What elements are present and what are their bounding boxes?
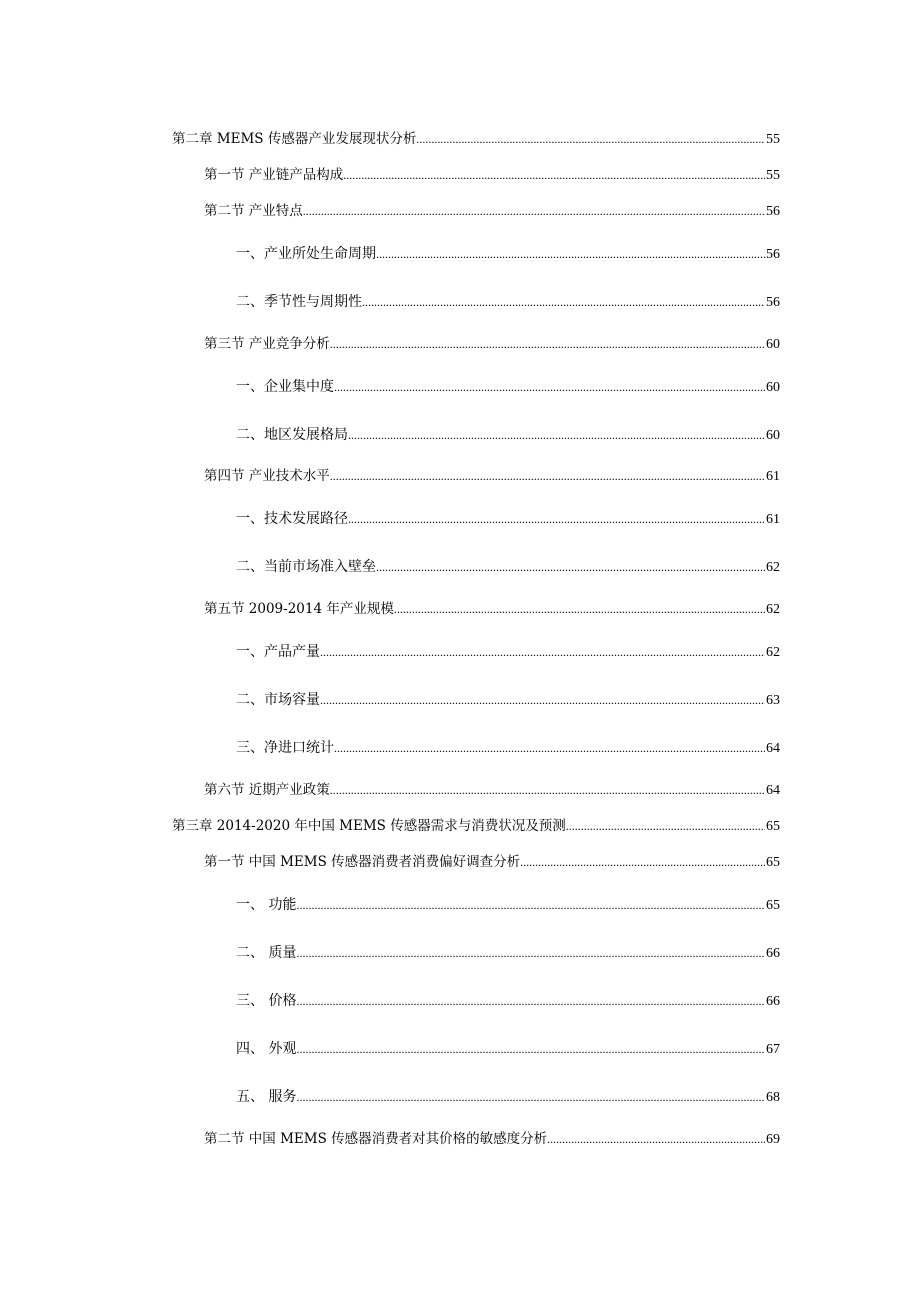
toc-entry-page: 56: [766, 204, 780, 219]
toc-entry-page: 67: [766, 1042, 780, 1057]
toc-entry-title: 第二节 中国 MEMS 传感器消费者对其价格的敏感度分析: [204, 1131, 548, 1147]
toc-entry-subsection[interactable]: [236, 643, 780, 662]
toc-entry-page: 64: [766, 741, 780, 756]
toc-entry-subsection[interactable]: [236, 992, 780, 1011]
toc-entry-section[interactable]: [204, 467, 780, 486]
toc-entry-section[interactable]: [204, 166, 780, 185]
toc-entry-title: 第二章 MEMS 传感器产业发展现状分析: [172, 131, 417, 147]
toc-entry-page: 66: [766, 946, 780, 961]
toc-leader-dots: [343, 166, 765, 184]
toc-entry-title: 第一节 中国 MEMS 传感器消费者消费偏好调查分析: [204, 854, 521, 870]
toc-entry-page: 65: [766, 855, 780, 870]
toc-entry-page: 62: [766, 602, 780, 617]
toc-entry-title: 二、地区发展格局: [236, 427, 348, 443]
toc-entry-title: 三、净进口统计: [236, 740, 334, 756]
toc-entry-title: 第三章 2014-2020 年中国 MEMS 传感器需求与消费状况及预测: [172, 818, 566, 834]
toc-leader-dots: [296, 944, 765, 962]
toc-leader-dots: [330, 467, 765, 485]
toc-entry-page: 69: [766, 1132, 780, 1147]
toc-leader-dots: [566, 817, 765, 835]
toc-leader-dots: [303, 202, 765, 220]
toc-leader-dots: [296, 1088, 765, 1106]
toc-leader-dots: [362, 293, 765, 311]
toc-entry-page: 60: [766, 428, 780, 443]
toc-leader-dots: [376, 245, 765, 263]
toc-leader-dots: [520, 853, 765, 871]
toc-entry-title: 一、 功能: [236, 897, 297, 913]
toc-entry-page: 68: [766, 1090, 780, 1105]
toc-entry-subsection[interactable]: [236, 558, 780, 577]
toc-entry-title: 第五节 2009-2014 年产业规模: [204, 601, 394, 617]
toc-entry-title: 一、技术发展路径: [236, 511, 348, 527]
toc-entry-page: 60: [766, 380, 780, 395]
toc-entry-chapter[interactable]: [172, 817, 780, 836]
toc-entry-page: 55: [766, 132, 780, 147]
toc-entry-title: 第二节 产业特点: [204, 203, 303, 219]
toc-entry-title: 第四节 产业技术水平: [204, 468, 330, 484]
toc-entry-page: 62: [766, 560, 780, 575]
toc-entry-page: 65: [766, 898, 780, 913]
toc-entry-chapter[interactable]: [172, 130, 780, 149]
toc-entry-subsection[interactable]: [236, 510, 780, 529]
toc-entry-subsection[interactable]: [236, 245, 780, 264]
toc-entry-title: 一、企业集中度: [236, 379, 334, 395]
toc-entry-title: 三、 价格: [236, 993, 297, 1009]
toc-entry-page: 61: [766, 469, 780, 484]
toc-entry-section[interactable]: [204, 202, 780, 221]
toc-entry-page: 62: [766, 645, 780, 660]
toc-entry-page: 55: [766, 168, 780, 183]
toc-entry-title: 第六节 近期产业政策: [204, 782, 330, 798]
toc-leader-dots: [416, 130, 765, 148]
toc-entry-section[interactable]: [204, 1130, 780, 1149]
toc-entry-page: 65: [766, 819, 780, 834]
toc-entry-page: 60: [766, 337, 780, 352]
toc-entry-title: 二、市场容量: [236, 692, 320, 708]
toc-leader-dots: [330, 335, 765, 353]
toc-leader-dots: [296, 1040, 765, 1058]
toc-entry-page: 61: [766, 512, 780, 527]
toc-entry-page: 63: [766, 693, 780, 708]
toc-leader-dots: [334, 739, 765, 757]
toc-entry-section[interactable]: [204, 853, 780, 872]
toc-entry-title: 第三节 产业竞争分析: [204, 336, 330, 352]
toc-leader-dots: [394, 600, 765, 618]
toc-leader-dots: [348, 426, 765, 444]
toc-entry-section[interactable]: [204, 335, 780, 354]
toc-entry-title: 一、产业所处生命周期: [236, 246, 376, 262]
toc-leader-dots: [547, 1130, 765, 1148]
toc-leader-dots: [348, 510, 765, 528]
toc-entry-title: 五、 服务: [236, 1089, 297, 1105]
toc-leader-dots: [320, 643, 765, 661]
toc-entry-section[interactable]: [204, 781, 780, 800]
toc-entry-title: 四、 外观: [236, 1041, 297, 1057]
toc-leader-dots: [376, 558, 765, 576]
toc-leader-dots: [296, 992, 765, 1010]
toc-entry-title: 二、当前市场准入壁垒: [236, 559, 376, 575]
toc-leader-dots: [296, 896, 765, 914]
toc-leader-dots: [334, 378, 765, 396]
toc-entry-subsection[interactable]: [236, 944, 780, 963]
toc-entry-title: 二、季节性与周期性: [236, 294, 362, 310]
toc-entry-subsection[interactable]: [236, 1088, 780, 1107]
toc-entry-section[interactable]: [204, 600, 780, 619]
toc-leader-dots: [330, 781, 765, 799]
toc-entry-page: 56: [766, 247, 780, 262]
toc-entry-subsection[interactable]: [236, 691, 780, 710]
toc-entry-subsection[interactable]: [236, 426, 780, 445]
toc-entry-page: 56: [766, 295, 780, 310]
toc-entry-title: 一、产品产量: [236, 644, 320, 660]
toc-entry-subsection[interactable]: [236, 378, 780, 397]
toc-entry-subsection[interactable]: [236, 1040, 780, 1059]
toc-entry-subsection[interactable]: [236, 896, 780, 915]
toc-entry-subsection[interactable]: [236, 293, 780, 312]
toc-entry-page: 64: [766, 783, 780, 798]
toc-entry-title: 第一节 产业链产品构成: [204, 167, 344, 183]
toc-entry-title: 二、 质量: [236, 945, 297, 961]
toc-entry-page: 66: [766, 994, 780, 1009]
toc-entry-subsection[interactable]: [236, 739, 780, 758]
toc-leader-dots: [320, 691, 765, 709]
